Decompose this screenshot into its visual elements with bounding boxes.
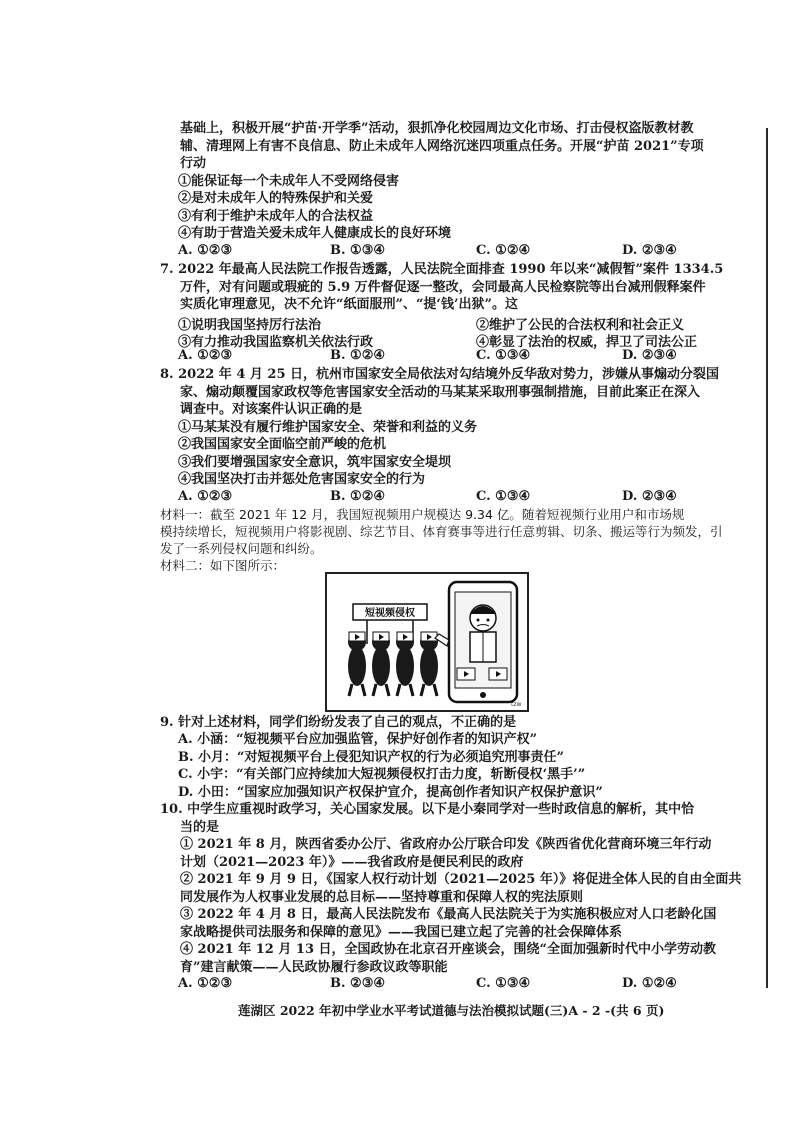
q6-option-b: B. ①③④ xyxy=(330,243,386,258)
q8-option-a: A. ①②③ xyxy=(178,489,233,504)
q9-option-d: D. 小田：“国家应加强知识产权保护宣介，提高创作者知识产权保护意识” xyxy=(178,785,603,800)
q7-statement-4: ④彰显了法治的权威，捍卫了司法公正 xyxy=(476,335,698,350)
q6-option-d: D. ②③④ xyxy=(622,243,677,258)
q7-option-a: A. ①②③ xyxy=(178,348,233,363)
q10-stem-line1: 10. 中学生应重视时政学习，关心国家发展。以下是小秦同学对一些时政信息的解析，其中恰 xyxy=(160,802,695,817)
q10-item-4-line1: ④ 2021 年 12 月 13 日，全国政协在北京召开座谈会，围绕“全面加强新时代中小学劳动教 xyxy=(180,942,716,957)
q7-statement-3: ③有力推动我国监察机关依法行政 xyxy=(178,335,374,350)
q9-option-c: C. 小宇：“有关部门应持续加大短视频侵权打击力度，斩断侵权‘黑手’” xyxy=(178,767,586,782)
q8-option-c: C. ①③④ xyxy=(476,489,531,504)
q6-stem-line1: 基础上，积极开展“护苗·开学季”活动，狠抓净化校园周边文化市场、打击侵权盗版教材教 xyxy=(180,121,694,136)
material-1-line3: 发了一系列侵权问题和纠纷。 xyxy=(160,541,323,556)
cartoon-illustration xyxy=(327,574,527,710)
q6-option-c: C. ①②④ xyxy=(476,243,531,258)
q7-option-b: B. ①②④ xyxy=(330,348,386,363)
q9-option-a: A. 小涵：“短视频平台应加强监管，保护好创作者的知识产权” xyxy=(178,732,538,747)
q7-stem-line3: 实质化审理意见，决不允许“纸面服刑”、“提‘钱’出狱”。这 xyxy=(180,297,518,312)
q6-statement-1: ①能保证每一个未成年人不受网络侵害 xyxy=(178,174,400,189)
q7-option-c: C. ①③④ xyxy=(476,348,531,363)
q9-option-b: B. 小月：“对短视频平台上侵犯知识产权的行为必须追究刑事责任” xyxy=(178,750,564,765)
q6-option-a: A. ①②③ xyxy=(178,243,233,258)
q6-statement-4: ④有助于营造关爱未成年人健康成长的良好环境 xyxy=(178,226,452,241)
q10-item-1-line1: ① 2021 年 8 月，陕西省委办公厅、省政府办公厅联合印发《陕西省优化营商环境三年行动 xyxy=(180,837,712,852)
artist-signature: tzw xyxy=(511,701,522,708)
phone-icon xyxy=(435,582,517,702)
q10-option-d: D. ①②④ xyxy=(622,976,677,991)
material-2-heading: 材料二：如下图所示： xyxy=(160,558,286,573)
q9-stem: 9. 针对上述材料，同学们纷纷发表了自己的观点，不正确的是 xyxy=(160,715,517,730)
page-footer: 莲湖区 2022 年初中学业水平考试道德与法治模拟试题(三)A - 2 -(共 6 页) xyxy=(238,1003,665,1018)
q8-statement-4: ④我国坚决打击并惩处危害国家安全的行为 xyxy=(178,472,426,487)
q7-stem-line2: 万件，对有问题或瑕疵的 5.9 万件督促逐一整改，会同最高人民检察院等出台减刑假释案件 xyxy=(180,280,706,295)
q10-item-2-line2: 同发展作为人权事业发展的总目标——坚持尊重和保障人权的宪法原则 xyxy=(180,890,584,905)
material-1-line1: 材料一：截至 2021 年 12 月，我国短视频用户规模达 9.34 亿。随着短视频行业用户和市场规 xyxy=(160,507,685,522)
q10-option-c: C. ①③④ xyxy=(476,976,531,991)
q6-stem-line3: 行动 xyxy=(180,156,207,171)
q8-stem-line2: 家、煽动颠覆国家政权等危害国家安全活动的马某某采取刑事强制措施，目前此案正在深入 xyxy=(180,385,701,400)
q7-stem-line1: 7. 2022 年最高人民法院工作报告透露，人民法院全面排查 1990 年以来“减假暂”案件 1334.5 xyxy=(160,262,724,277)
rats-group xyxy=(348,632,438,696)
cartoon-figure xyxy=(325,572,529,712)
q10-item-3-line1: ③ 2022 年 4 月 8 日，最高人民法院发布《最高人民法院关于为实施积极应对人口老龄化国 xyxy=(180,907,717,922)
material-1-line2: 模持续增长，短视频用户将影视剧、综艺节目、体育赛事等进行任意剪辑、切条、搬运等行为频发，引 xyxy=(160,524,723,539)
q6-statement-2: ②是对未成年人的特殊保护和关爱 xyxy=(178,191,374,206)
q6-statement-3: ③有利于维护未成年人的合法权益 xyxy=(178,209,374,224)
q8-statement-1: ①马某某没有履行维护国家安全、荣誉和利益的义务 xyxy=(178,420,478,435)
q10-option-a: A. ①②③ xyxy=(178,976,233,991)
q8-option-d: D. ②③④ xyxy=(622,489,677,504)
q10-option-b: B. ②③④ xyxy=(330,976,386,991)
q7-statement-2: ②维护了公民的合法权利和社会正义 xyxy=(476,318,685,333)
q8-stem-line1: 8. 2022 年 4 月 25 日，杭州市国家安全局依法对勾结境外反华敌对势力，涉嫌从事煽动分裂国 xyxy=(160,367,720,382)
q7-option-d: D. ②③④ xyxy=(622,348,677,363)
margin-rule xyxy=(766,128,768,988)
q8-statement-2: ②我国国家安全面临空前严峻的危机 xyxy=(178,437,387,452)
q7-statement-1: ①说明我国坚持厉行法治 xyxy=(178,318,322,333)
sign-text: 短视频侵权 xyxy=(365,608,415,619)
q10-item-2-line1: ② 2021 年 9 月 9 日，《国家人权行动计划（2021—2025 年）》将促进全体人民的自由全面共 xyxy=(180,872,742,887)
q10-item-3-line2: 家战略提供司法服务和保障的意见》——我国已建立起了完善的社会保障体系 xyxy=(180,925,623,940)
q8-stem-line3: 调查中。对该案件认识正确的是 xyxy=(180,402,363,417)
q10-item-1-line2: 计划（2021—2023 年）》——我省政府是便民利民的政府 xyxy=(180,855,524,870)
q8-option-b: B. ①②④ xyxy=(330,489,386,504)
q10-stem-line2: 当的是 xyxy=(180,820,220,835)
q6-stem-line2: 辅、清理网上有害不良信息、防止未成年人网络沉迷四项重点任务。开展“护苗 2021”专项 xyxy=(180,139,704,154)
q10-item-4-line2: 育”建言献策——人民政协履行参政议政等职能 xyxy=(180,960,448,975)
q8-statement-3: ③我们要增强国家安全意识，筑牢国家安全堤坝 xyxy=(178,455,452,470)
